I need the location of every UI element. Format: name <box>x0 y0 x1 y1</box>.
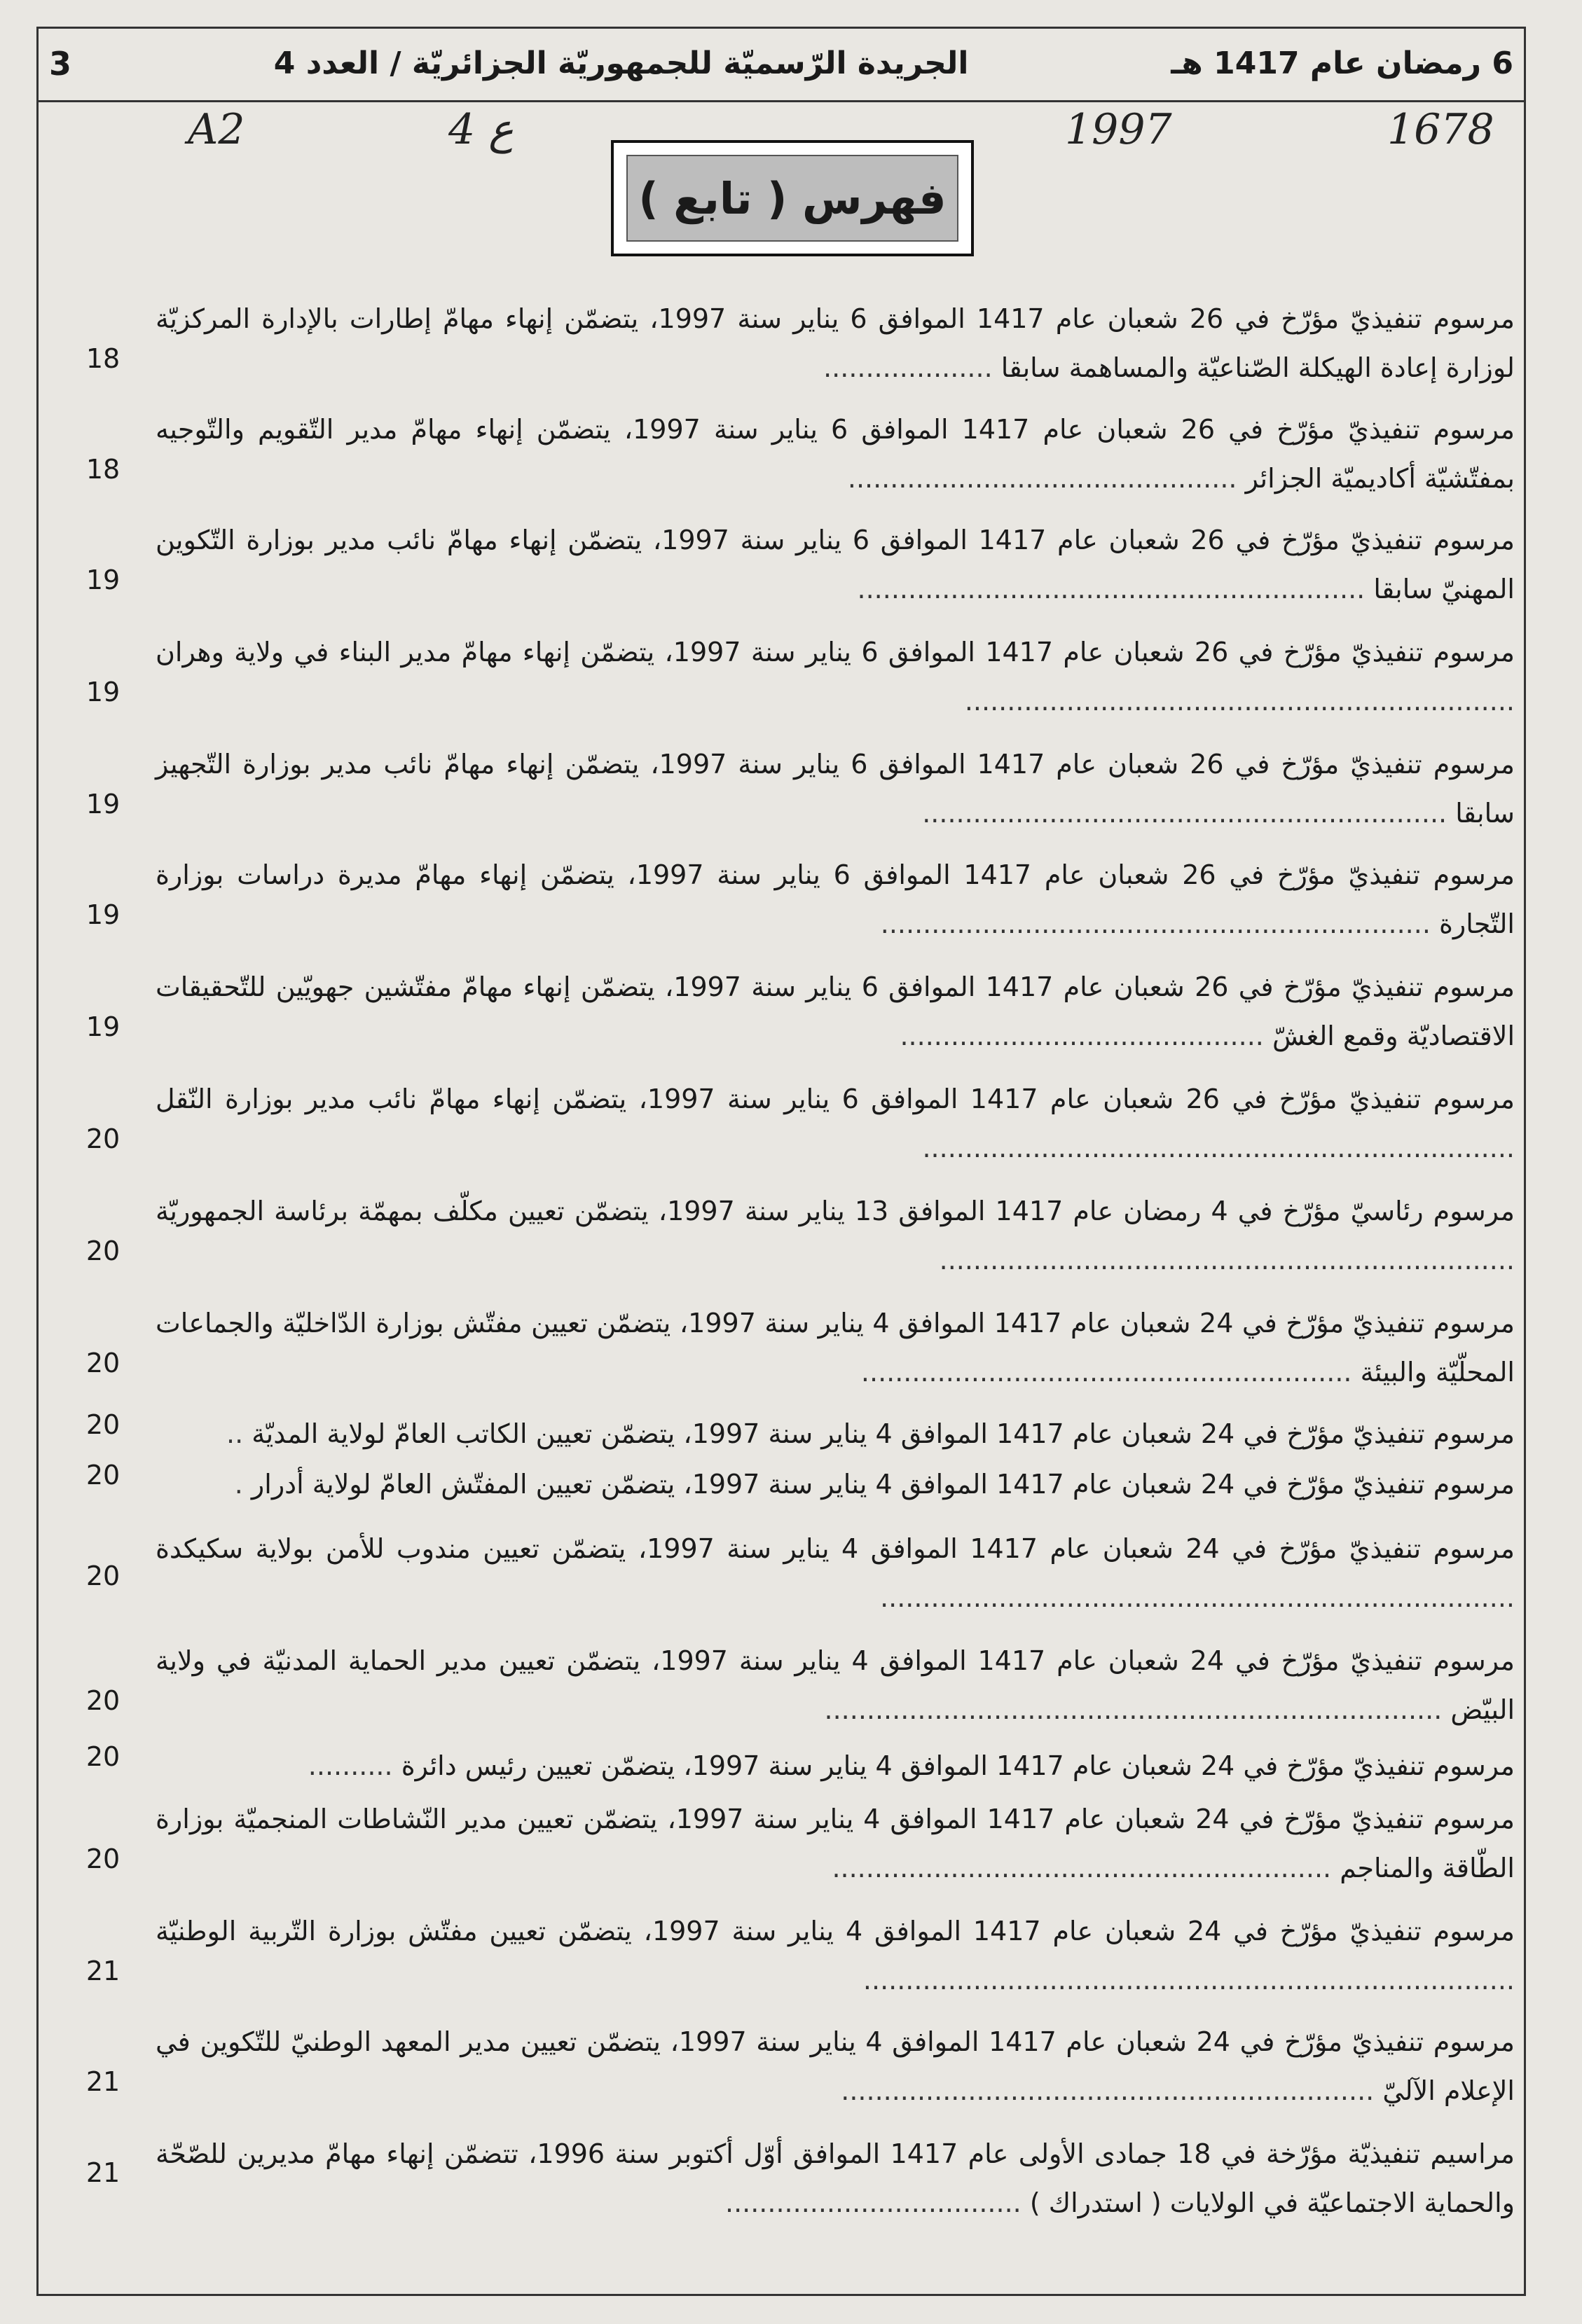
index-entry: مرسوم تنفيذيّ مؤرّخ في 26 شعبان عام 1417 الموافق 6 يناير سنة 1997، يتضمّن إنهاء مهامّ نائب مدير بوزارة النّقل ...................................................................... 20 <box>156 1074 1515 1173</box>
index-entry: مرسوم تنفيذيّ مؤرّخ في 24 شعبان عام 1417 الموافق 4 يناير سنة 1997، يتضمّن تعيين مفتّش بوزارة الدّاخليّة والجماعات المحلّيّة والبيئة .......................................................... 20 <box>156 1299 1515 1397</box>
index-entry: مرسوم تنفيذيّ مؤرّخ في 26 شعبان عام 1417 الموافق 6 يناير سنة 1997، يتضمّن إنهاء مهامّ مدير البناء في ولاية وهران ................................................................. 19 <box>156 628 1515 726</box>
entry-text: مرسوم تنفيذيّ مؤرّخ في 24 شعبان عام 1417 الموافق 4 يناير سنة 1997، يتضمّن تعيين مدير المعهد الوطنيّ للتّكوين في الإعلام الآليّ <box>156 2026 1515 2106</box>
entry-page: 20 <box>85 1685 121 1716</box>
entry-page: 19 <box>85 677 121 707</box>
entry-text: مرسوم تنفيذيّ مؤرّخ في 26 شعبان عام 1417 الموافق 6 يناير سنة 1997، يتضمّن إنهاء مهامّ نائب مدير بوزارة التّكوين المهنيّ سابقا <box>156 525 1515 604</box>
index-entry: مراسيم تنفيذيّة مؤرّخة في 18 جمادى الأولى عام 1417 الموافق أوّل أكتوبر سنة 1996، تتضمّن إنهاء مهامّ مديرين للصّحّة والحماية الاجتماعيّة في الولايات ( استدراك ) ................................... 21 <box>156 2129 1515 2227</box>
entry-page: 21 <box>85 1956 121 1986</box>
index-entry: مرسوم تنفيذيّ مؤرّخ في 24 شعبان عام 1417 الموافق 4 يناير سنة 1997، يتضمّن تعيين مندوب للأمن بولاية سكيكدة ........................................................................... 20 <box>156 1524 1515 1622</box>
header-date: 6 رمضان عام 1417 هـ <box>1171 46 1513 81</box>
entry-page: 21 <box>85 2066 121 2097</box>
entry-text: مراسيم تنفيذيّة مؤرّخة في 18 جمادى الأولى عام 1417 الموافق أوّل أكتوبر سنة 1996، تتضمّن إنهاء مهامّ مديرين للصّحّة والحماية الاجتماعيّة في الولايات ( استدراك ) <box>156 2138 1515 2218</box>
entry-page: 20 <box>85 1348 121 1378</box>
entry-text: مرسوم تنفيذيّ مؤرّخ في 24 شعبان عام 1417 الموافق 4 يناير سنة 1997، يتضمّن تعيين الكاتب العامّ لولاية المديّة <box>252 1418 1515 1449</box>
entry-text: مرسوم تنفيذيّ مؤرّخ في 26 شعبان عام 1417 الموافق 6 يناير سنة 1997، يتضمّن إنهاء مهامّ مدير التّقويم والتّوجيه بمفتّشيّة أكاديميّة الجزائر <box>156 414 1515 494</box>
index-entry: مرسوم تنفيذيّ مؤرّخ في 24 شعبان عام 1417 الموافق 4 يناير سنة 1997، يتضمّن تعيين المفتّش العامّ لولاية أدرار . 20 <box>156 1460 1515 1509</box>
entry-page: 18 <box>85 343 121 374</box>
entry-text: مرسوم تنفيذيّ مؤرّخ في 26 شعبان عام 1417 الموافق 6 يناير سنة 1997، يتضمّن إنهاء مهامّ مديرة دراسات بوزارة التّجارة <box>156 859 1515 939</box>
index-title: فهرس ( تابع ) <box>626 155 958 242</box>
index-entry: مرسوم تنفيذيّ مؤرّخ في 24 شعبان عام 1417 الموافق 4 يناير سنة 1997، يتضمّن تعيين مدير الحماية المدنيّة في ولاية البيّض ......................................................................... 20 <box>156 1636 1515 1734</box>
header-title: الجريدة الرّسميّة للجمهوريّة الجزائريّة / العدد 4 <box>273 46 969 81</box>
entry-text: مرسوم رئاسيّ مؤرّخ في 4 رمضان عام 1417 الموافق 13 يناير سنة 1997، يتضمّن تعيين مكلّف بمهمّة برئاسة الجمهوريّة <box>156 1196 1515 1226</box>
entry-page: 20 <box>85 1741 121 1772</box>
index-entry: مرسوم رئاسيّ مؤرّخ في 4 رمضان عام 1417 الموافق 13 يناير سنة 1997، يتضمّن تعيين مكلّف بمهمّة برئاسة الجمهوريّة .................................................................... 20 <box>156 1187 1515 1285</box>
index-entry: مرسوم تنفيذيّ مؤرّخ في 24 شعبان عام 1417 الموافق 4 يناير سنة 1997، يتضمّن تعيين مفتّش بوزارة التّربية الوطنيّة ............................................................................. 21 <box>156 1907 1515 2005</box>
index-entry: مرسوم تنفيذيّ مؤرّخ في 26 شعبان عام 1417 الموافق 6 يناير سنة 1997، يتضمّن إنهاء مهامّ مفتّشين جهويّين للتّحقيقات الاقتصاديّة وقمع الغشّ ........................................... 19 <box>156 962 1515 1060</box>
entry-page: 19 <box>85 789 121 819</box>
entry-text: مرسوم تنفيذيّ مؤرّخ في 24 شعبان عام 1417 الموافق 4 يناير سنة 1997، يتضمّن تعيين مدير النّشاطات المنجميّة بوزارة الطّاقة والمناجم <box>156 1804 1515 1883</box>
entry-text: مرسوم تنفيذيّ مؤرّخ في 24 شعبان عام 1417 الموافق 4 يناير سنة 1997، يتضمّن تعيين المفتّش العامّ لولاية أدرار <box>251 1469 1515 1500</box>
entry-page: 20 <box>85 1460 121 1490</box>
entry-text: مرسوم تنفيذيّ مؤرّخ في 26 شعبان عام 1417 الموافق 6 يناير سنة 1997، يتضمّن إنهاء مهامّ مدير البناء في ولاية وهران <box>156 637 1515 668</box>
index-entry: مرسوم تنفيذيّ مؤرّخ في 24 شعبان عام 1417 الموافق 4 يناير سنة 1997، يتضمّن تعيين مدير النّشاطات المنجميّة بوزارة الطّاقة والمناجم ........................................................... 20 <box>156 1794 1515 1893</box>
handwritten-issue: ع 4 <box>448 105 514 154</box>
entry-page: 19 <box>85 899 121 930</box>
entry-page: 18 <box>85 454 121 485</box>
handwritten-number: 1678 <box>1387 105 1494 154</box>
index-entry: مرسوم تنفيذيّ مؤرّخ في 26 شعبان عام 1417 الموافق 6 يناير سنة 1997، يتضمّن إنهاء مهامّ مديرة دراسات بوزارة التّجارة ................................................................. 19 <box>156 850 1515 948</box>
index-entry: مرسوم تنفيذيّ مؤرّخ في 24 شعبان عام 1417 الموافق 4 يناير سنة 1997، يتضمّن تعيين مدير المعهد الوطنيّ للتّكوين في الإعلام الآليّ ............................................................... 21 <box>156 2017 1515 2115</box>
entry-page: 20 <box>85 1561 121 1591</box>
entry-text: مرسوم تنفيذيّ مؤرّخ في 24 شعبان عام 1417 الموافق 4 يناير سنة 1997، يتضمّن تعيين مدير الحماية المدنيّة في ولاية البيّض <box>156 1645 1515 1725</box>
header-page-number: 3 <box>49 44 72 83</box>
entry-text: مرسوم تنفيذيّ مؤرّخ في 24 شعبان عام 1417 الموافق 4 يناير سنة 1997، يتضمّن تعيين مندوب للأمن بولاية سكيكدة <box>156 1533 1515 1564</box>
entry-page: 21 <box>85 2157 121 2188</box>
entry-page: 19 <box>85 565 121 595</box>
entry-text: مرسوم تنفيذيّ مؤرّخ في 24 شعبان عام 1417 الموافق 4 يناير سنة 1997، يتضمّن تعيين مفتّش بوزارة التّربية الوطنيّة <box>156 1916 1515 1946</box>
entry-text: مرسوم تنفيذيّ مؤرّخ في 26 شعبان عام 1417 الموافق 6 يناير سنة 1997، يتضمّن إنهاء مهامّ نائب مدير بوزارة التّجهيز سابقا <box>156 749 1515 829</box>
entry-text: مرسوم تنفيذيّ مؤرّخ في 26 شعبان عام 1417 الموافق 6 يناير سنة 1997، يتضمّن إنهاء مهامّ إطارات بالإدارة المركزيّة لوزارة إعادة الهيكلة الصّناعيّة والمساهمة سابقا <box>156 303 1515 383</box>
entry-page: 20 <box>85 1236 121 1266</box>
entry-text: مرسوم تنفيذيّ مؤرّخ في 26 شعبان عام 1417 الموافق 6 يناير سنة 1997، يتضمّن إنهاء مهامّ مفتّشين جهويّين للتّحقيقات الاقتصاديّة وقمع الغشّ <box>156 971 1515 1051</box>
index-entry: مرسوم تنفيذيّ مؤرّخ في 24 شعبان عام 1417 الموافق 4 يناير سنة 1997، يتضمّن تعيين رئيس دائرة .......... 20 <box>156 1741 1515 1790</box>
entry-text: مرسوم تنفيذيّ مؤرّخ في 24 شعبان عام 1417 الموافق 4 يناير سنة 1997، يتضمّن تعيين رئيس دائرة <box>401 1750 1515 1781</box>
entry-page: 20 <box>85 1123 121 1154</box>
entry-text: مرسوم تنفيذيّ مؤرّخ في 24 شعبان عام 1417 الموافق 4 يناير سنة 1997، يتضمّن تعيين مفتّش بوزارة الدّاخليّة والجماعات المحلّيّة والبيئة <box>156 1308 1515 1388</box>
handwritten-year: 1997 <box>1065 105 1172 154</box>
index-entry: مرسوم تنفيذيّ مؤرّخ في 26 شعبان عام 1417 الموافق 6 يناير سنة 1997، يتضمّن إنهاء مهامّ إطارات بالإدارة المركزيّة لوزارة إعادة الهيكلة الصّناعيّة والمساهمة سابقا .................... 18 <box>156 294 1515 392</box>
entry-page: 19 <box>85 1011 121 1042</box>
index-entry: مرسوم تنفيذيّ مؤرّخ في 26 شعبان عام 1417 الموافق 6 يناير سنة 1997، يتضمّن إنهاء مهامّ نائب مدير بوزارة التّكوين المهنيّ سابقا ............................................................ 19 <box>156 516 1515 614</box>
entry-text: مرسوم تنفيذيّ مؤرّخ في 26 شعبان عام 1417 الموافق 6 يناير سنة 1997، يتضمّن إنهاء مهامّ نائب مدير بوزارة النّقل <box>156 1084 1515 1114</box>
handwritten-a2: A2 <box>188 105 245 154</box>
entry-page: 20 <box>85 1844 121 1874</box>
index-entry: مرسوم تنفيذيّ مؤرّخ في 24 شعبان عام 1417 الموافق 4 يناير سنة 1997، يتضمّن تعيين الكاتب العامّ لولاية المديّة .. 20 <box>156 1409 1515 1458</box>
index-entry: مرسوم تنفيذيّ مؤرّخ في 26 شعبان عام 1417 الموافق 6 يناير سنة 1997، يتضمّن إنهاء مهامّ مدير التّقويم والتّوجيه بمفتّشيّة أكاديميّة الجزائر .............................................. 18 <box>156 405 1515 503</box>
entry-page: 20 <box>85 1409 121 1440</box>
index-entries <box>36 0 1526 2324</box>
index-entry: مرسوم تنفيذيّ مؤرّخ في 26 شعبان عام 1417 الموافق 6 يناير سنة 1997، يتضمّن إنهاء مهامّ نائب مدير بوزارة التّجهيز سابقا .............................................................. 19 <box>156 740 1515 838</box>
